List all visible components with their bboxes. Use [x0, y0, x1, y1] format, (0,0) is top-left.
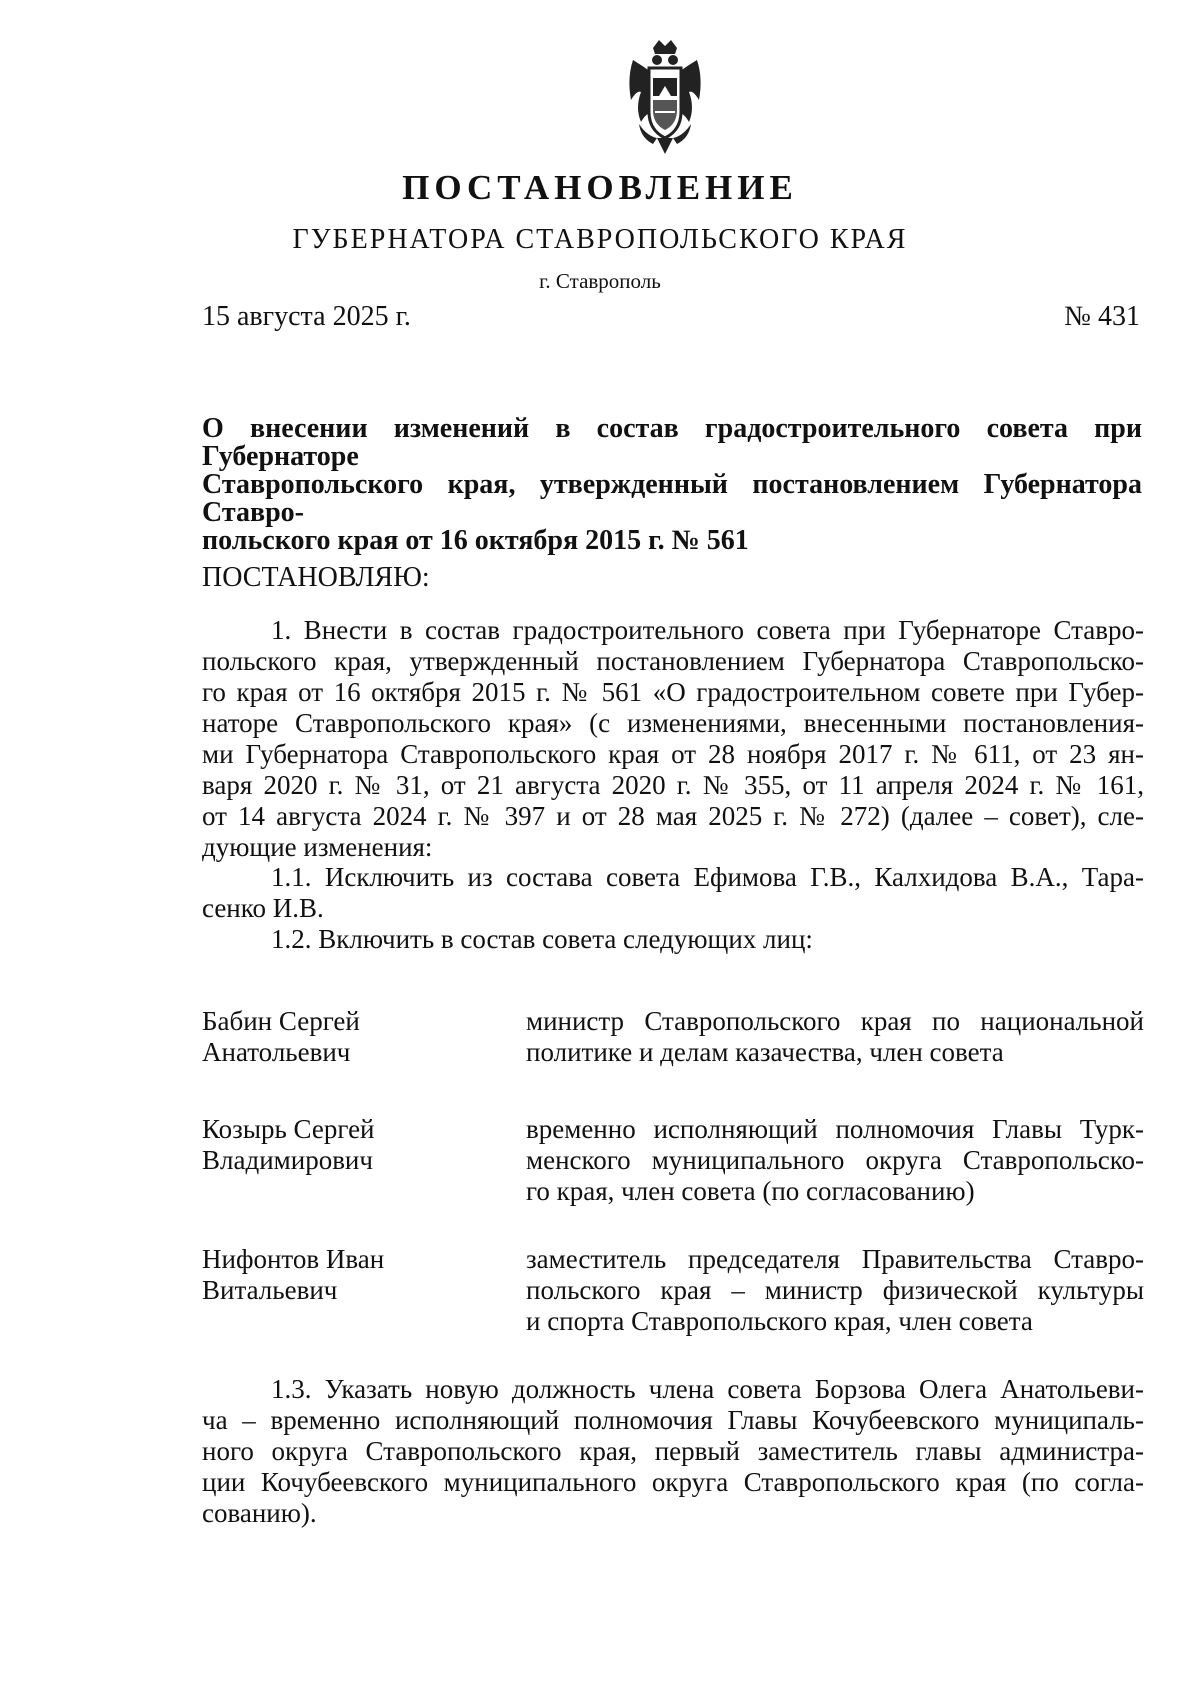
- paragraph-line: ции Кочубеевского муниципального округа Ставропольского края (по согла-: [202, 1467, 1144, 1497]
- member-role-line: министр Ставропольского края по национальной: [526, 1006, 1144, 1036]
- document-city: г. Ставрополь: [539, 269, 661, 293]
- paragraph-line: 1. Внести в состав градостроительного совета при Губернаторе Ставро-: [271, 615, 1144, 645]
- member-name-line: Нифонтов Иван: [202, 1244, 385, 1274]
- decree-word: ПОСТАНОВЛЯЮ:: [202, 562, 430, 593]
- member-role-line: менского муниципального округа Ставропольско-: [526, 1145, 1144, 1175]
- paragraph-line: от 14 августа 2024 г. № 397 и от 28 мая 2025 г. № 272) (далее – совет), сле-: [202, 801, 1144, 831]
- document-title: ПОСТАНОВЛЕНИЕ: [402, 168, 798, 207]
- member-name-line: Владимирович: [202, 1145, 373, 1175]
- item-1-2: [202, 924, 1144, 955]
- member-role-line: временно исполняющий полномочия Главы Турк-: [526, 1114, 1144, 1144]
- member-name-line: Бабин Сергей: [202, 1006, 360, 1036]
- paragraph-line: дующие изменения:: [202, 832, 433, 862]
- paragraph-line: 1.2. Включить в состав совета следующих лиц:: [271, 924, 813, 954]
- paragraph-line: польского края, утвержденный постановлением Губернатора Ставропольско-: [202, 646, 1144, 676]
- document-subject: [202, 415, 1142, 555]
- paragraph-line: ми Губернатора Ставропольского края от 28 ноября 2017 г. № 611, от 23 ян-: [202, 739, 1144, 769]
- item-1-1: [202, 862, 1144, 924]
- paragraph-line: ча – временно исполняющий полномочия Главы Кочубеевского муниципаль-: [202, 1405, 1144, 1435]
- subject-line: польского края от 16 октября 2015 г. № 561: [202, 525, 749, 556]
- member-name-line: Анатольевич: [202, 1037, 351, 1067]
- document-issuer: ГУБЕРНАТОРА СТАВРОПОЛЬСКОГО КРАЯ: [292, 224, 908, 255]
- coat-of-arms-icon: [625, 38, 705, 156]
- document-date: 15 августа 2025 г.: [202, 301, 411, 332]
- member-name: [202, 1006, 502, 1068]
- member-role: [526, 1114, 1144, 1207]
- subject-line: Ставропольского края, утвержденный постановлением Губернатора Ставро-: [202, 469, 1142, 528]
- subject-line: О внесении изменений в состав градостроительного совета при Губернаторе: [202, 413, 1142, 472]
- paragraph-line: 1.1. Исключить из состава совета Ефимова Г.В., Калхидова В.А., Тара-: [271, 862, 1144, 892]
- member-role: [526, 1006, 1144, 1068]
- paragraph-1: [202, 615, 1144, 863]
- paragraph-line: ного округа Ставропольского края, первый заместитель главы администра-: [202, 1436, 1144, 1466]
- member-role: [526, 1244, 1144, 1337]
- member-role-line: политике и делам казачества, член совета: [526, 1037, 1004, 1067]
- document-number: № 431: [1064, 301, 1140, 332]
- paragraph-line: 1.3. Указать новую должность члена совета Борзова Олега Анатольеви-: [271, 1374, 1144, 1404]
- member-name: [202, 1244, 502, 1306]
- paragraph-line: наторе Ставропольского края» (с изменениями, внесенными постановления-: [202, 708, 1144, 738]
- member-name-line: Витальевич: [202, 1275, 338, 1305]
- paragraph-line: сенко И.В.: [202, 893, 324, 923]
- member-role-line: польского края – министр физической культуры: [526, 1275, 1144, 1305]
- member-name-line: Козырь Сергей: [202, 1114, 375, 1144]
- paragraph-line: сованию).: [202, 1498, 317, 1528]
- member-role-line: го края, член совета (по согласованию): [526, 1176, 975, 1206]
- member-name: [202, 1114, 502, 1176]
- member-role-line: и спорта Ставропольского края, член совета: [526, 1306, 1033, 1336]
- paragraph-line: варя 2020 г. № 31, от 21 августа 2020 г. № 355, от 11 апреля 2024 г. № 161,: [202, 770, 1144, 800]
- item-1-3: [202, 1374, 1144, 1529]
- member-role-line: заместитель председателя Правительства Ставро-: [526, 1244, 1144, 1274]
- paragraph-line: го края от 16 октября 2015 г. № 561 «О градостроительном совете при Губер-: [202, 677, 1144, 707]
